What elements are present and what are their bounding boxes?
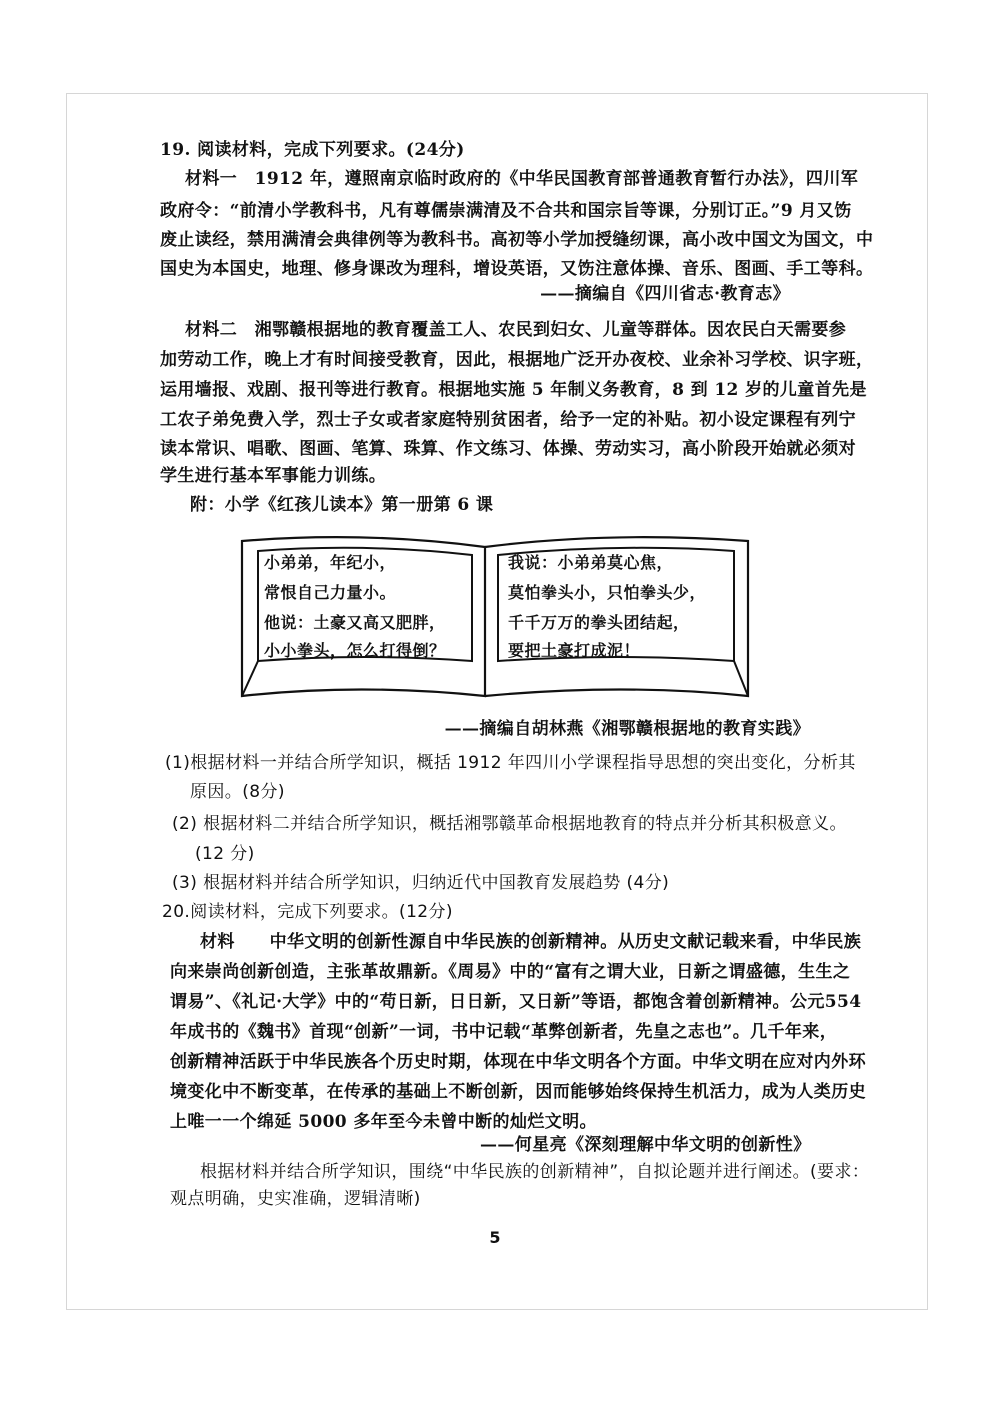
q19-material1-source: ——摘编自《四川省志·教育志》 — [540, 284, 790, 304]
book-right-line4: 要把土豪打成泥！ — [508, 641, 641, 660]
q20-material-line1: 材料 中华文明的创新性源自中华民族的创新精神。从历史文献记载来看，中华民族 — [200, 932, 862, 952]
q20-task-line2: 观点明确，史实准确，逻辑清晰) — [170, 1189, 421, 1209]
q19-material2-line5: 读本常识、唱歌、图画、笔算、珠算、作文练习、体操、劳动实习，高小阶段开始就必须对 — [160, 439, 856, 459]
q19-material1-line3: 废止读经，禁用满清会典律例等为教科书。高初等小学加授缝纫课，高小改中国文为国文，中 — [160, 230, 874, 250]
q19-material2-line2: 加劳动工作，晚上才有时间接受教育，因此，根据地广泛开办夜校、业余补习学校、识字班， — [160, 350, 874, 370]
q20-material-source: ——何星亮《深刻理解中华文明的创新性》 — [480, 1135, 811, 1155]
q19-sub2-line2: (12 分) — [195, 844, 255, 864]
q19-material1-line4: 国史为本国史，地理、修身课改为理科，增设英语，又饬注意体操、音乐、图画、手工等科。 — [160, 259, 874, 279]
q19-sub2-line1: (2) 根据材料二并结合所学知识，概括湘鄂赣革命根据地教育的特点并分析其积极意义。 — [172, 814, 847, 834]
book-left-line1: 小弟弟，年纪小， — [264, 553, 397, 572]
q20-material-line4: 年成书的《魏书》首现“创新”一词，书中记载“革弊创新者，先皇之志也”。几千年来， — [170, 1022, 838, 1042]
book-left-line4: 小小拳头，怎么打得倒？ — [264, 641, 446, 660]
open-book-illustration — [240, 533, 750, 703]
book-left-line3: 他说：土豪又高又肥胖， — [264, 613, 446, 632]
q20-header: 20.阅读材料，完成下列要求。(12分) — [162, 902, 453, 922]
q19-material1-line1: 材料一 1912 年，遵照南京临时政府的《中华民国教育部普通教育暂行办法》，四川军 — [185, 169, 859, 189]
q19-material2-line4: 工农子弟免费入学，烈士子女或者家庭特别贫困者，给予一定的补贴。初小设定课程有列宁 — [160, 410, 856, 430]
q20-material-line3: 谓易”、《礼记·大学》中的“苟日新，日日新，又日新”等语，都饱含着创新精神。公元554 — [170, 992, 862, 1012]
q19-header: 19. 阅读材料，完成下列要求。(24分) — [160, 140, 465, 160]
q19-material2-line1: 材料二 湘鄂赣根据地的教育覆盖工人、农民到妇女、儿童等群体。因农民白天需要参 — [185, 320, 847, 340]
q19-material2-source: ——摘编自胡林燕《湘鄂赣根据地的教育实践》 — [444, 719, 810, 739]
page-number: 5 — [489, 1228, 501, 1247]
q19-material2-line3: 运用墙报、戏剧、报刊等进行教育。根据地实施 5 年制义务教育，8 到 12 岁的儿童首先是 — [160, 380, 867, 400]
q20-material-line5: 创新精神活跃于中华民族各个历史时期，体现在中华文明各个方面。中华文明在应对内外环 — [170, 1052, 866, 1072]
book-right-line2: 莫怕拳头小，只怕拳头少， — [508, 583, 707, 602]
q19-material1-line2: 政府令：“前清小学教科书，凡有尊儒崇满清及不合共和国宗旨等课，分别订正。”9 月又饬 — [160, 201, 852, 221]
q19-sub1-line1: (1)根据材料一并结合所学知识，概括 1912 年四川小学课程指导思想的突出变化，分析其 — [165, 753, 856, 773]
q20-material-line2: 向来崇尚创新创造，主张革故鼎新。《周易》中的“富有之谓大业，日新之谓盛德，生生之 — [170, 962, 851, 982]
q20-task-line1: 根据材料并结合所学知识，围绕“中华民族的创新精神”，自拟论题并进行阐述。(要求： — [200, 1162, 870, 1182]
q19-sub1-line2: 原因。(8分) — [190, 782, 285, 802]
book-right-line1: 我说：小弟弟莫心焦， — [508, 553, 674, 572]
q19-sub3: (3) 根据材料并结合所学知识，归纳近代中国教育发展趋势 (4分) — [172, 873, 670, 893]
q19-attachment-label: 附：小学《红孩儿读本》第一册第 6 课 — [190, 495, 494, 515]
q20-material-line6: 境变化中不断变革，在传承的基础上不断创新，因而能够始终保持生机活力，成为人类历史 — [170, 1082, 866, 1102]
book-left-line2: 常恨自己力量小。 — [264, 583, 397, 602]
q20-material-line7: 上唯一一个绵延 5000 多年至今未曾中断的灿烂文明。 — [170, 1112, 597, 1132]
q19-material2-line6: 学生进行基本军事能力训练。 — [160, 466, 387, 486]
book-right-line3: 千千万万的拳头团结起， — [508, 613, 690, 632]
